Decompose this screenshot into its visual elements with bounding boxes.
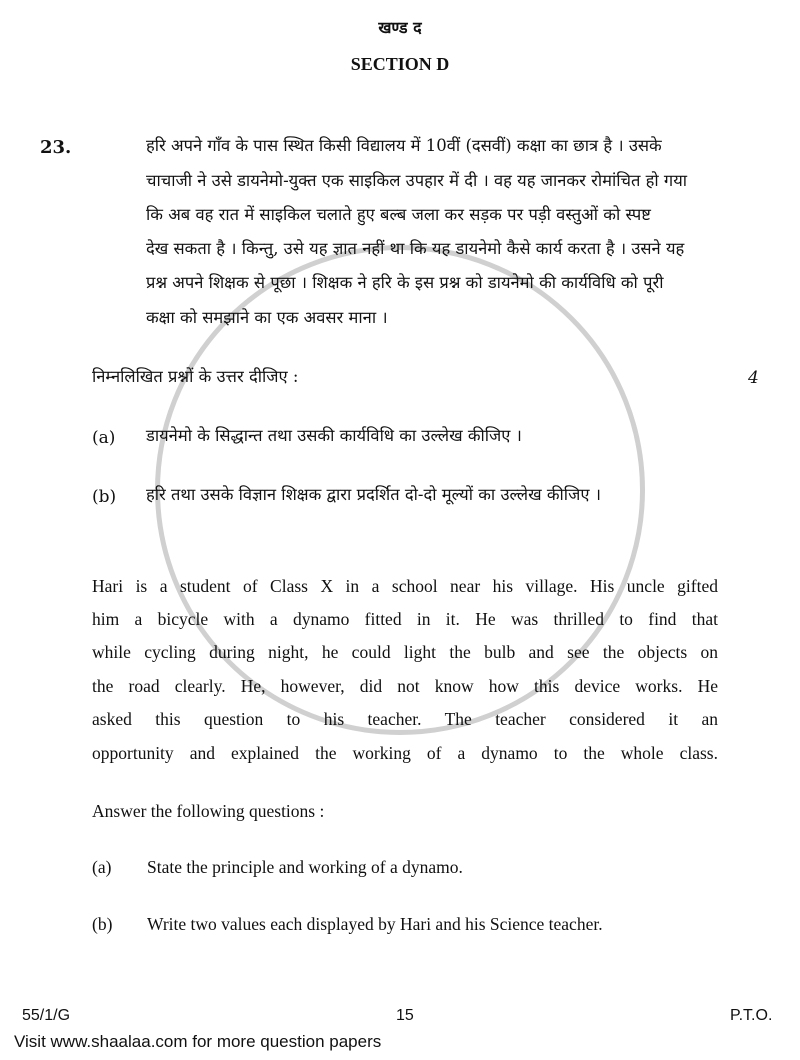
part-label: (a) — [92, 857, 112, 877]
english-prompt: Answer the following questions : — [92, 801, 325, 821]
english-line: opportunity and explained the working of a dynamo to the whole class. — [92, 743, 718, 763]
marks: 4 — [748, 368, 759, 388]
english-line: while cycling during night, he could light the bulb and see the objects on — [92, 642, 718, 662]
pto: P.T.O. — [730, 1007, 773, 1024]
english-line: him a bicycle with a dynamo fitted in it. He was thrilled to find that — [92, 609, 718, 629]
paper-code: 55/1/G — [22, 1007, 71, 1024]
hindi-line: हरि अपने गाँव के पास स्थित किसी विद्यालय में 10वीं (दसवीं) कक्षा का छात्र है । उसके — [146, 136, 662, 155]
part-text: Write two values each displayed by Hari and his Science teacher. — [147, 914, 603, 934]
section-title: SECTION D — [350, 54, 450, 74]
hindi-prompt: निम्नलिखित प्रश्नों के उत्तर दीजिए : — [92, 367, 299, 386]
section-title-hindi: खण्ड द — [378, 18, 422, 37]
page-number: 15 — [396, 1007, 414, 1024]
visit-link[interactable]: Visit www.shaalaa.com for more question papers — [14, 1032, 382, 1051]
part-label: (a) — [92, 428, 116, 448]
hindi-line: कक्षा को समझाने का एक अवसर माना । — [146, 308, 388, 327]
part-text: डायनेमो के सिद्धान्त तथा उसकी कार्यविधि का उल्लेख कीजिए । — [146, 426, 522, 445]
hindi-line: चाचाजी ने उसे डायनेमो-युक्त एक साइकिल उपहार में दी । वह यह जानकर रोमांचित हो गया — [146, 171, 688, 190]
hindi-line: कि अब वह रात में साइकिल चलाते हुए बल्ब जला कर सड़क पर पड़ी वस्तुओं को स्पष्ट — [146, 205, 651, 224]
question-number: 23. — [40, 137, 72, 158]
part-text: State the principle and working of a dynamo. — [147, 857, 463, 877]
hindi-line: प्रश्न अपने शिक्षक से पूछा । शिक्षक ने हरि के इस प्रश्न को डायनेमो की कार्यविधि को पूरी — [146, 273, 664, 292]
hindi-line: देख सकता है । किन्तु, उसे यह ज्ञात नहीं था कि यह डायनेमो कैसे कार्य करता है । उसने यह — [146, 239, 685, 258]
part-label: (b) — [92, 914, 113, 934]
part-label: (b) — [92, 487, 117, 507]
part-text: हरि तथा उसके विज्ञान शिक्षक द्वारा प्रदर्शित दो-दो मूल्यों का उल्लेख कीजिए । — [146, 485, 601, 504]
english-line: asked this question to his teacher. The teacher considered it an — [92, 709, 718, 729]
english-line: the road clearly. He, however, did not know how this device works. He — [92, 676, 718, 696]
english-line: Hari is a student of Class X in a school near his village. His uncle gifted — [92, 576, 718, 596]
